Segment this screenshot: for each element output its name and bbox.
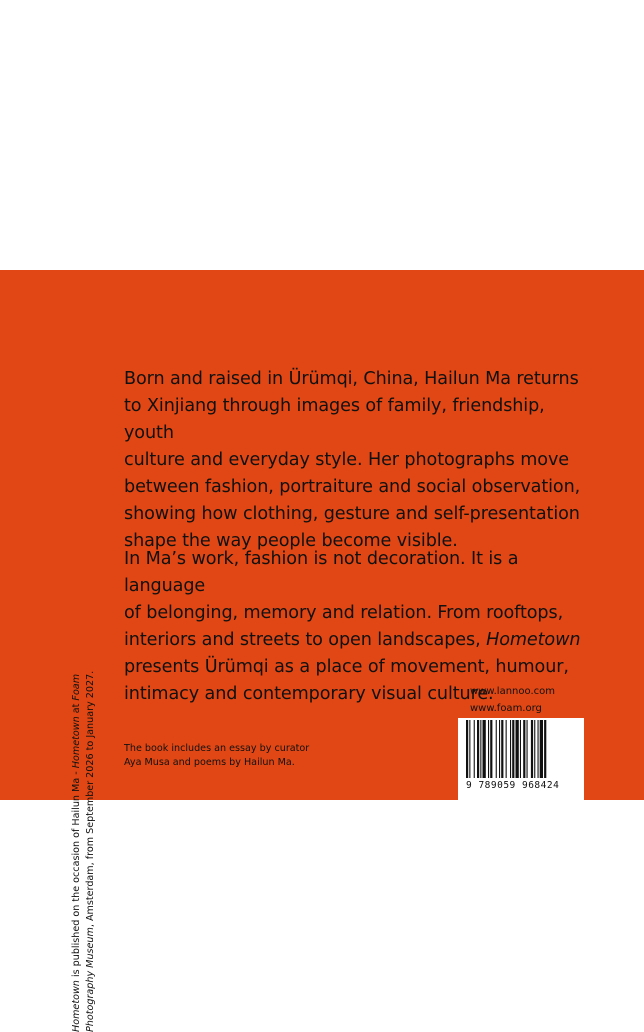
barcode-bar [490, 720, 492, 778]
note-text-2: at [71, 700, 82, 717]
website-list [470, 683, 555, 717]
blurb-line [124, 627, 594, 654]
blurb-line: presents Ürümqi as a place of movement, humour, [124, 657, 569, 677]
blank-top-area [0, 0, 644, 270]
note-text-3: , Amsterdam, from September 2026 to January 2027. [85, 670, 96, 928]
barcode-bar [527, 720, 528, 778]
barcode-bar [480, 720, 481, 778]
barcode-bar [506, 720, 507, 778]
exhibition-title: Hometown [71, 716, 82, 769]
publisher-url: www.lannoo.com [470, 686, 555, 697]
blurb-line: shape the way people become visible. [124, 531, 458, 551]
barcode-bars [466, 720, 576, 778]
blurb-line: intimacy and contemporary visual culture. [124, 684, 494, 704]
credits-note [124, 742, 309, 770]
barcode-bar [531, 720, 533, 778]
barcode-bar [474, 720, 475, 778]
blurb-line: culture and everyday style. Her photographs move [124, 450, 569, 470]
barcode-bar [538, 720, 539, 778]
book-title-inline: Hometown [486, 630, 581, 650]
museum-name: Foam Photography Museum [71, 673, 96, 1032]
credits-line: The book includes an essay by curator [124, 743, 310, 754]
blurb-line: between fashion, portraiture and social observation, [124, 477, 581, 497]
barcode-bar [488, 720, 489, 778]
blurb-line: to Xinjiang through images of family, friendship, youth [124, 396, 545, 443]
book-title: Hometown [71, 980, 82, 1032]
isbn-barcode [458, 718, 584, 800]
barcode-bar [512, 720, 514, 778]
blurb-line: of belonging, memory and relation. From rooftops, [124, 603, 564, 623]
blurb-line: In Ma’s work, fashion is not decoration. It is a language [124, 549, 519, 596]
museum-url: www.foam.org [470, 703, 542, 714]
barcode-bar [510, 720, 511, 778]
credits-line: Aya Musa and poems by Hailun Ma. [124, 757, 295, 768]
blurb-line-text: interiors and streets to open landscapes, [124, 630, 487, 650]
isbn-number: 9 789059 968424 [466, 780, 560, 791]
back-cover [0, 270, 644, 1032]
blurb-paragraph-1 [124, 366, 594, 555]
barcode-bar [469, 720, 470, 778]
barcode-bar [520, 720, 521, 778]
blurb-line: showing how clothing, gesture and self-presentation [124, 504, 580, 524]
barcode-bar [483, 720, 486, 778]
barcode-bar [501, 720, 503, 778]
barcode-bar [496, 720, 497, 778]
barcode-bar [499, 720, 500, 778]
barcode-bar [544, 720, 546, 778]
barcode-bar [466, 720, 468, 778]
note-text-1: is published on the occasion of Hailun Ma - [71, 768, 82, 981]
blurb-line: Born and raised in Ürümqi, China, Hailun Ma returns [124, 369, 579, 389]
barcode-bar [477, 720, 479, 778]
barcode-bar [523, 720, 525, 778]
barcode-bar [534, 720, 535, 778]
barcode-bar [516, 720, 519, 778]
barcode-bar [540, 720, 543, 778]
publication-note [70, 632, 98, 1032]
